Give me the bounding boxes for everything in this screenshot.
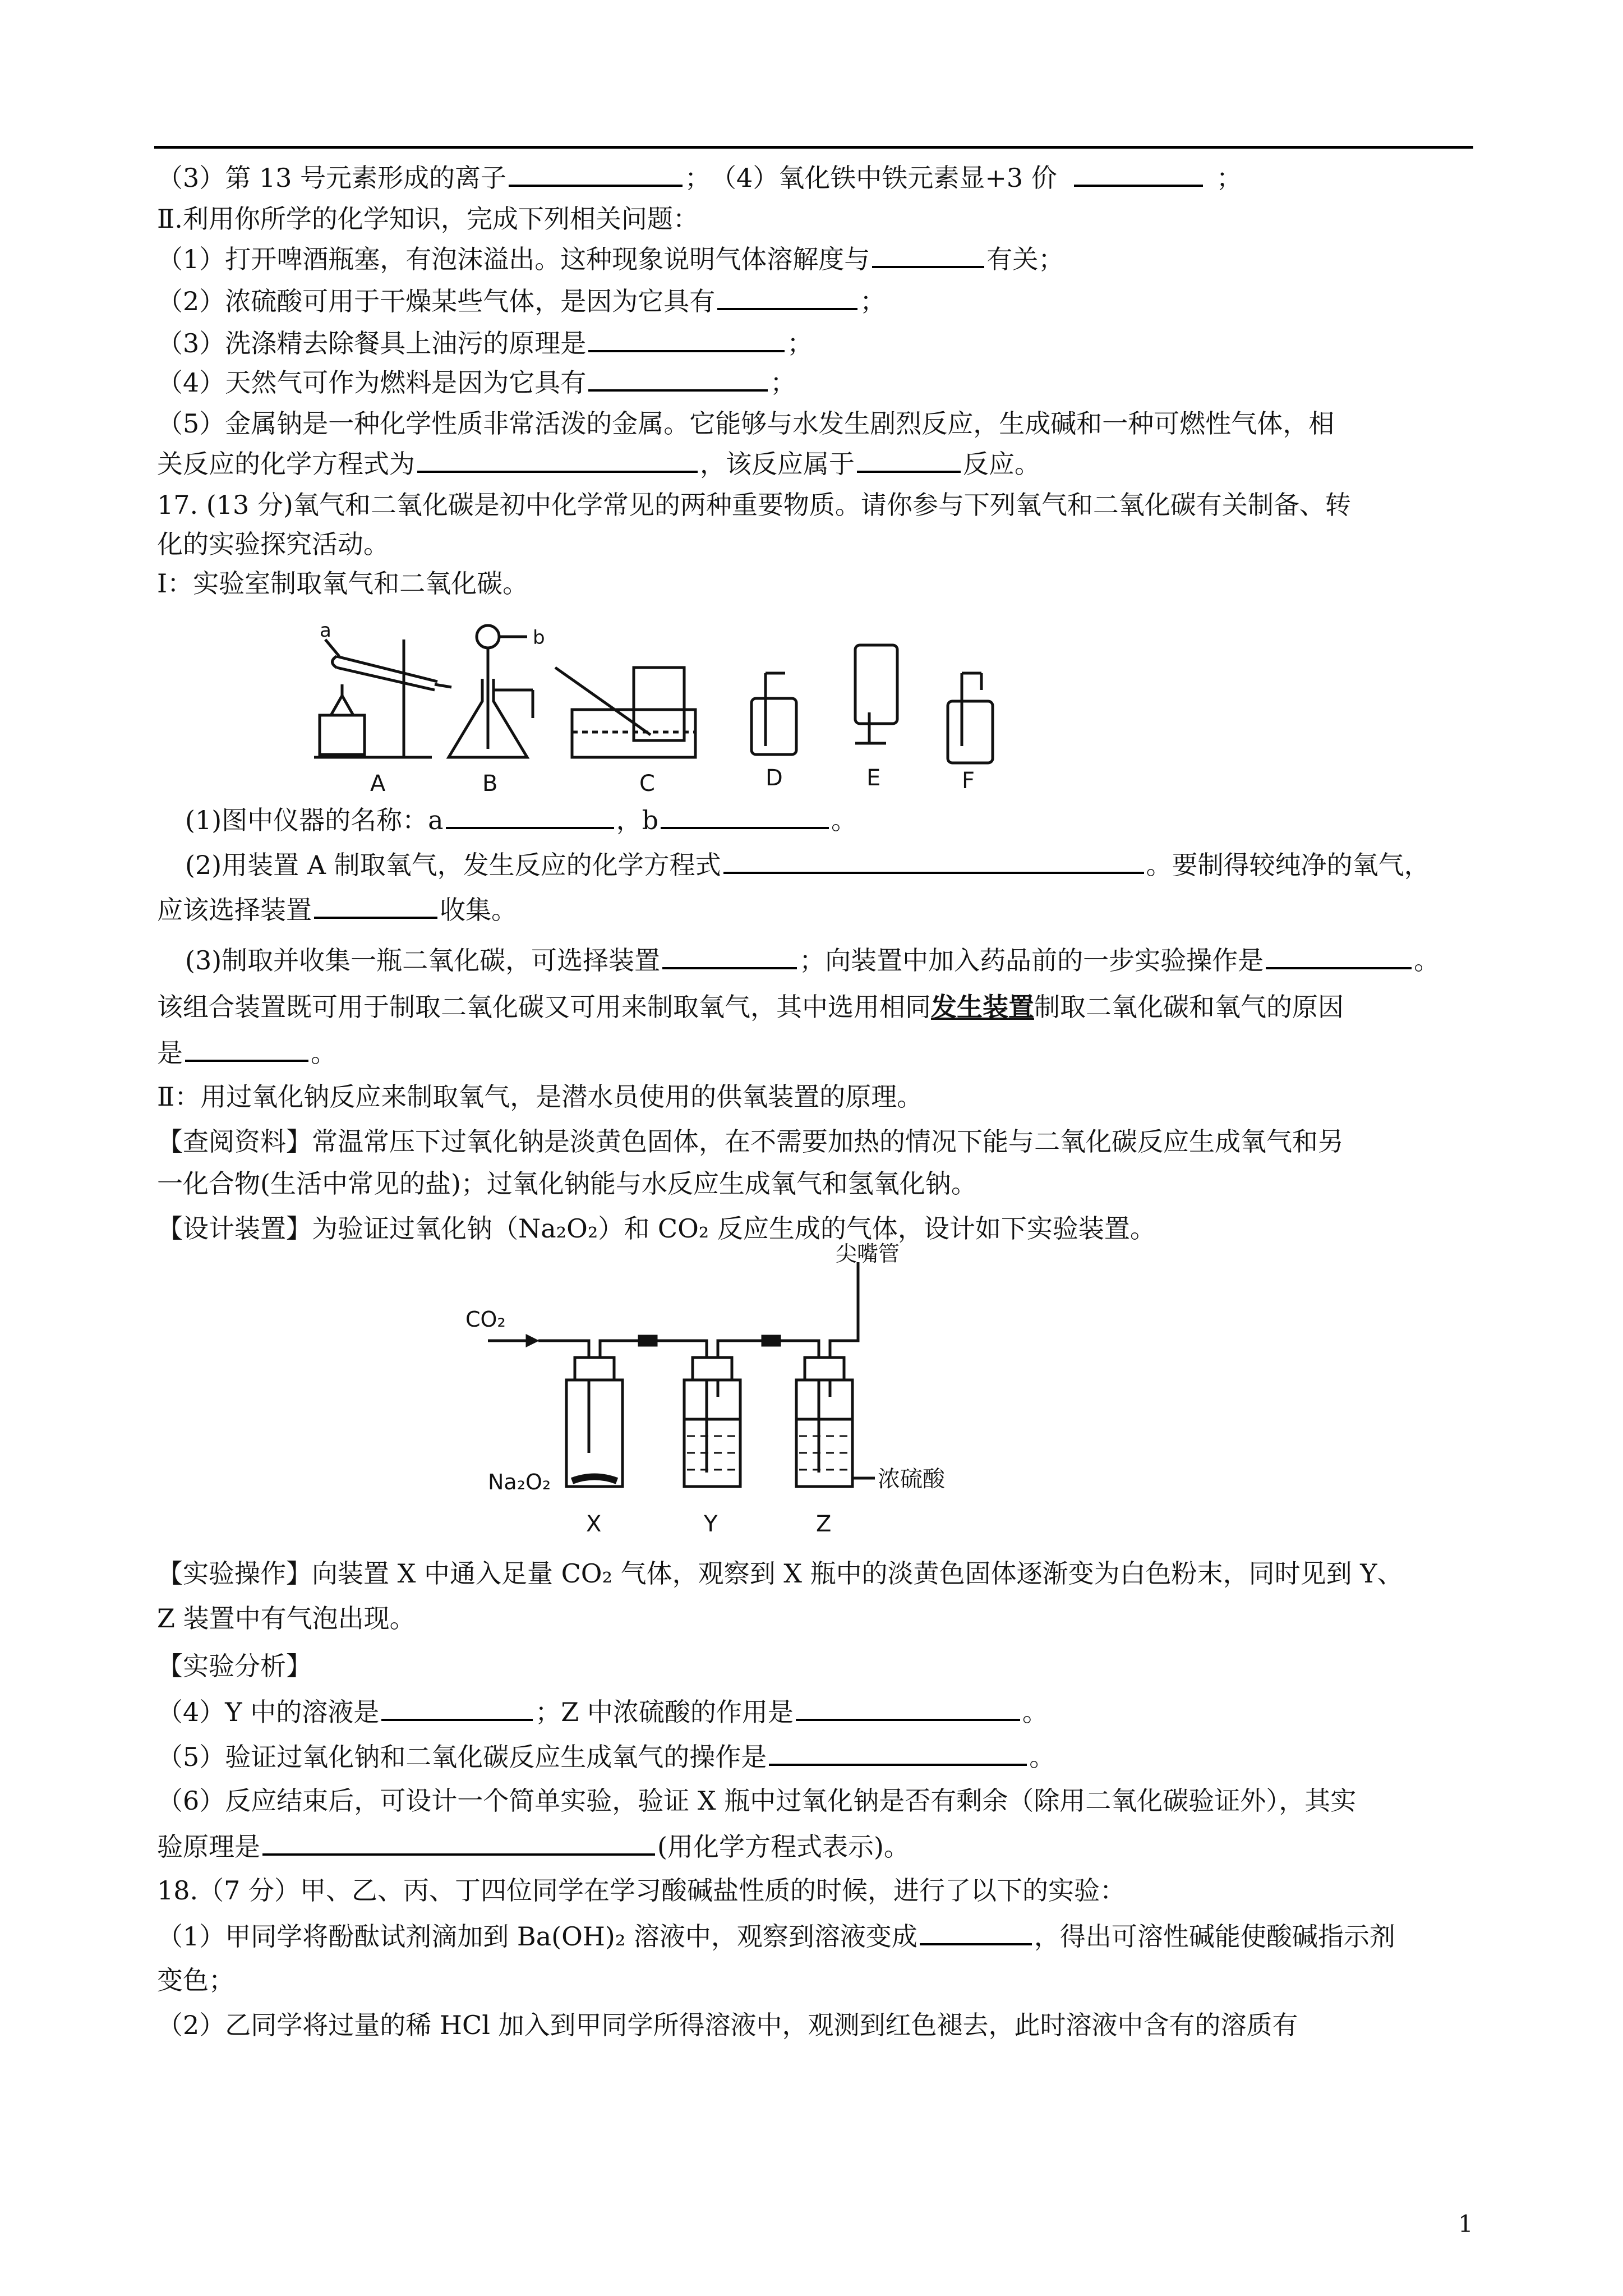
label-apparatus-b: B (482, 771, 498, 797)
answer-blank[interactable] (417, 446, 698, 473)
q17-5 (157, 1739, 1055, 1774)
answer-blank[interactable] (381, 1694, 533, 1721)
section-i-heading (157, 567, 528, 600)
answer-blank[interactable] (769, 1739, 1027, 1766)
text: （4）Y 中的溶液是 (157, 1697, 380, 1727)
apparatus-figure (303, 606, 1088, 797)
emphasis-text: 发生装置 (931, 992, 1034, 1022)
text: 。 (1029, 1742, 1055, 1772)
text: （4）天然气可作为燃料是因为它具有 (157, 367, 587, 398)
answer-blank[interactable] (262, 1829, 655, 1856)
answer-blank[interactable] (661, 802, 829, 829)
answer-blank[interactable] (509, 160, 683, 187)
bottle-z (796, 1358, 875, 1487)
text: (1)图中仪器的名称：a (185, 805, 444, 835)
text: 该组合装置既可用于制取二氧化碳又可用来制取氧气，其中选用相同 (157, 992, 931, 1022)
text: Ⅱ：用过氧化钠反应来制取氧气，是潜水员使用的供氧装置的原理。 (157, 1082, 923, 1112)
text: 验原理是 (157, 1832, 260, 1862)
label-y: Y (704, 1511, 718, 1537)
apparatus-b (449, 625, 533, 757)
apparatus-c (555, 668, 695, 757)
apparatus-d (751, 673, 796, 754)
q-ii-1 (157, 241, 1064, 276)
answer-blank[interactable] (857, 446, 961, 473)
text: 有关； (986, 244, 1064, 274)
bottle-x (566, 1358, 623, 1487)
answer-blank[interactable] (588, 365, 768, 392)
acid-label: 浓硫酸 (878, 1466, 945, 1492)
text: （2）乙同学将过量的稀 HCl 加入到甲同学所得溶液中，观测到红色褪去，此时溶液中含有的溶质有 (157, 2010, 1298, 2040)
text: 化的实验探究活动。 (157, 529, 389, 559)
design-apparatus (157, 1212, 1156, 1245)
text: 变色； (157, 1965, 234, 1995)
answer-blank[interactable] (717, 283, 857, 310)
text: 【实验分析】 (157, 1651, 312, 1681)
text: (2)用装置 A 制取氧气，发生反应的化学方程式 (185, 850, 721, 880)
label-apparatus-d: D (766, 765, 783, 791)
label-a: a (320, 619, 331, 642)
nozzle-label: 尖嘴管 (836, 1241, 900, 1266)
text: 关反应的化学方程式为 (157, 449, 415, 479)
text: 制取二氧化碳和氧气的原因 (1034, 992, 1344, 1022)
text: 。 (1414, 945, 1440, 976)
answer-blank[interactable] (872, 241, 984, 268)
q17-4 (157, 1694, 1048, 1729)
q18-1 (157, 1918, 1395, 1953)
text: (用化学方程式表示)。 (657, 1832, 910, 1862)
text: 是 (157, 1038, 183, 1068)
na2o2-label: Na₂O₂ (488, 1470, 551, 1494)
bottle-y (684, 1358, 740, 1487)
label-b: b (533, 627, 545, 649)
label-apparatus-a: A (370, 771, 386, 797)
answer-blank[interactable] (796, 1694, 1020, 1721)
reference-info-cont (157, 1167, 977, 1200)
q-ii-4 (157, 365, 796, 399)
q17-3-cont (157, 990, 1344, 1024)
answer-blank[interactable] (446, 802, 614, 829)
text: Ⅰ：实验室制取氧气和二氧化碳。 (157, 568, 529, 599)
text: （2）浓硫酸可用于干燥某些气体，是因为它具有 (157, 286, 716, 316)
label-x: X (586, 1511, 602, 1537)
reference-info (157, 1125, 1344, 1158)
text: 【查阅资料】常温常压下过氧化钠是淡黄色固体，在不需要加热的情况下能与二氧化碳反应生成氧气和另 (157, 1126, 1344, 1157)
text: Ⅱ.利用你所学的化学知识，完成下列相关问题： (157, 204, 699, 234)
text: ；Z 中浓硫酸的作用是 (535, 1697, 794, 1727)
experiment-analysis-heading (157, 1649, 312, 1683)
experiment-operation-cont (157, 1602, 416, 1635)
text: ，得出可溶性碱能使酸碱指示剂 (1034, 1921, 1395, 1952)
apparatus-a (314, 639, 451, 757)
answer-blank[interactable] (723, 847, 1144, 874)
text: (3)制取并收集一瓶二氧化碳，可选择装置 (185, 945, 661, 976)
text: ； (1216, 163, 1242, 193)
section-ii-heading (157, 202, 699, 236)
label-apparatus-c: C (639, 771, 655, 797)
q17-3 (185, 942, 1440, 977)
answer-blank[interactable] (662, 942, 797, 969)
q18-1-cont (157, 1963, 234, 1997)
apparatus-e (855, 645, 897, 743)
experiment-operation (157, 1557, 1403, 1590)
answer-blank[interactable] (314, 892, 437, 919)
label-apparatus-f: F (962, 768, 975, 794)
text: ，该反应属于 (700, 449, 855, 479)
q17-6 (157, 1784, 1356, 1818)
q17-2-cont (157, 892, 517, 927)
q17-6-cont (157, 1829, 910, 1864)
text: 【设计装置】为验证过氧化钠（Na₂O₂）和 CO₂ 反应生成的气体，设计如下实验装置。 (157, 1213, 1156, 1244)
text: 。 (831, 805, 857, 835)
text: ； （4）氧化铁中铁元素显+3 价 (685, 163, 1057, 193)
text: （3）洗涤精去除餐具上油污的原理是 (157, 328, 587, 358)
q17-heading-cont (157, 527, 389, 561)
q-ii-2 (157, 283, 886, 318)
text: Z 装置中有气泡出现。 (157, 1603, 416, 1634)
q17-heading (157, 488, 1351, 522)
na2o2-apparatus-figure (465, 1241, 998, 1543)
q18-2 (157, 2008, 1298, 2042)
q17-3-cont2 (157, 1035, 336, 1070)
text: （5）验证过氧化钠和二氧化碳反应生成氧气的操作是 (157, 1742, 767, 1772)
text: ，b (616, 805, 659, 835)
answer-blank[interactable] (1266, 942, 1412, 969)
answer-blank[interactable] (920, 1918, 1032, 1945)
text: 。要制得较纯净的氧气， (1146, 850, 1430, 880)
q17-1 (185, 802, 857, 837)
text: ； (860, 286, 886, 316)
label-apparatus-e: E (866, 765, 881, 791)
apparatus-f (948, 673, 993, 763)
text: 。 (1022, 1697, 1048, 1727)
text: 。 (311, 1038, 336, 1068)
text: （6）反应结束后，可设计一个简单实验，验证 X 瓶中过氧化钠是否有剩余（除用二氧化碳验证外），其实 (157, 1786, 1357, 1816)
q-ii-3 (157, 325, 813, 360)
answer-blank[interactable] (1074, 160, 1203, 187)
text: ； (787, 328, 813, 358)
q18-heading (157, 1874, 1126, 1907)
label-z: Z (816, 1511, 832, 1537)
answer-blank[interactable] (185, 1035, 308, 1062)
text: 18.（7 分）甲、乙、丙、丁四位同学在学习酸碱盐性质的时候，进行了以下的实验： (157, 1875, 1126, 1906)
text: （3）第 13 号元素形成的离子 (157, 163, 507, 193)
text: 收集。 (440, 895, 517, 925)
text: 应该选择装置 (157, 895, 312, 925)
text: 17. (13 分)氧气和二氧化碳是初中化学常见的两种重要物质。请你参与下列氧气和二氧化碳有关制备、转 (157, 490, 1351, 520)
text: 一化合物(生活中常见的盐)；过氧化钠能与水反应生成氧气和氢氧化钠。 (157, 1168, 977, 1199)
q16-3-line (157, 160, 1242, 195)
co2-label: CO₂ (465, 1307, 506, 1332)
answer-blank[interactable] (588, 325, 785, 352)
text: （1）甲同学将酚酞试剂滴加到 Ba(OH)₂ 溶液中，观察到溶液变成 (157, 1921, 917, 1952)
header-rule (154, 146, 1473, 149)
text: 【实验操作】向装置 X 中通入足量 CO₂ 气体，观察到 X 瓶中的淡黄色固体逐渐变为白色粉末，同时见到 Y、 (157, 1558, 1403, 1589)
text: （1）打开啤酒瓶塞，有泡沫溢出。这种现象说明气体溶解度与 (157, 244, 870, 274)
section-ii-17 (157, 1080, 923, 1114)
text: ；向装置中加入药品前的一步实验操作是 (799, 945, 1264, 976)
q-ii-5-cont (157, 446, 1040, 481)
text: 反应。 (963, 449, 1040, 479)
page-number: 1 (1458, 2210, 1473, 2238)
q17-2 (185, 847, 1430, 882)
q-ii-5 (157, 407, 1334, 440)
text: （5）金属钠是一种化学性质非常活泼的金属。它能够与水发生剧烈反应，生成碱和一种可燃性气体，相 (157, 408, 1335, 439)
text: ； (770, 367, 796, 398)
